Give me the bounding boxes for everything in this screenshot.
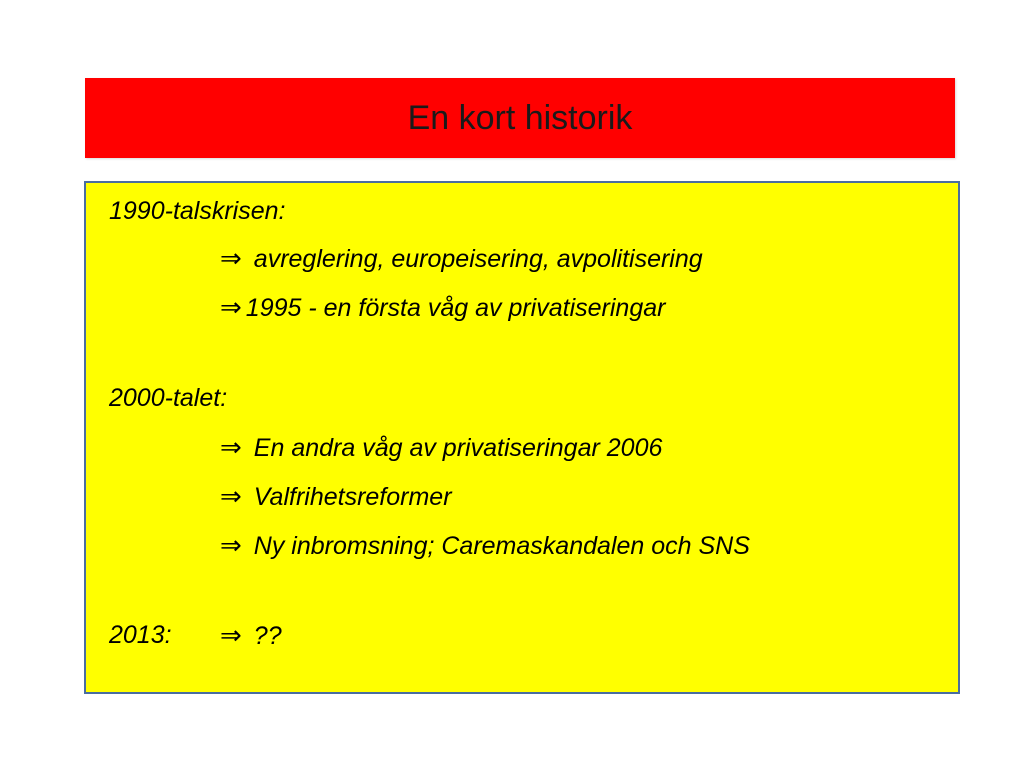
implies-arrow-icon: ⇒ [220, 244, 242, 274]
list-item-text: avreglering, europeisering, avpolitisering [253, 245, 703, 273]
list-item-text: Ny inbromsning; Caremaskandalen och SNS [253, 532, 750, 560]
list-item-text: ?? [253, 622, 282, 650]
section-heading-1990: 1990-talskrisen: [109, 197, 286, 225]
slide-title: En kort historik [407, 98, 633, 137]
list-item [220, 533, 750, 559]
list-item-text: En andra våg av privatiseringar 2006 [253, 434, 663, 462]
list-item-text: 1995 - en första våg av privatiseringar [245, 294, 666, 322]
implies-arrow-icon: ⇒ [220, 293, 242, 323]
section-heading-2000: 2000-talet: [109, 384, 228, 412]
list-item [220, 484, 452, 510]
implies-arrow-icon: ⇒ [220, 433, 242, 463]
list-item-text: Valfrihetsreformer [253, 483, 452, 511]
implies-arrow-icon: ⇒ [220, 621, 242, 651]
implies-arrow-icon: ⇒ [220, 531, 242, 561]
list-item [220, 435, 662, 461]
list-item [220, 295, 665, 321]
list-item [220, 246, 703, 272]
section-heading-2013: 2013: [109, 621, 172, 649]
title-bar [85, 78, 955, 158]
implies-arrow-icon: ⇒ [220, 482, 242, 512]
list-item [220, 623, 282, 649]
content-box [84, 181, 960, 694]
